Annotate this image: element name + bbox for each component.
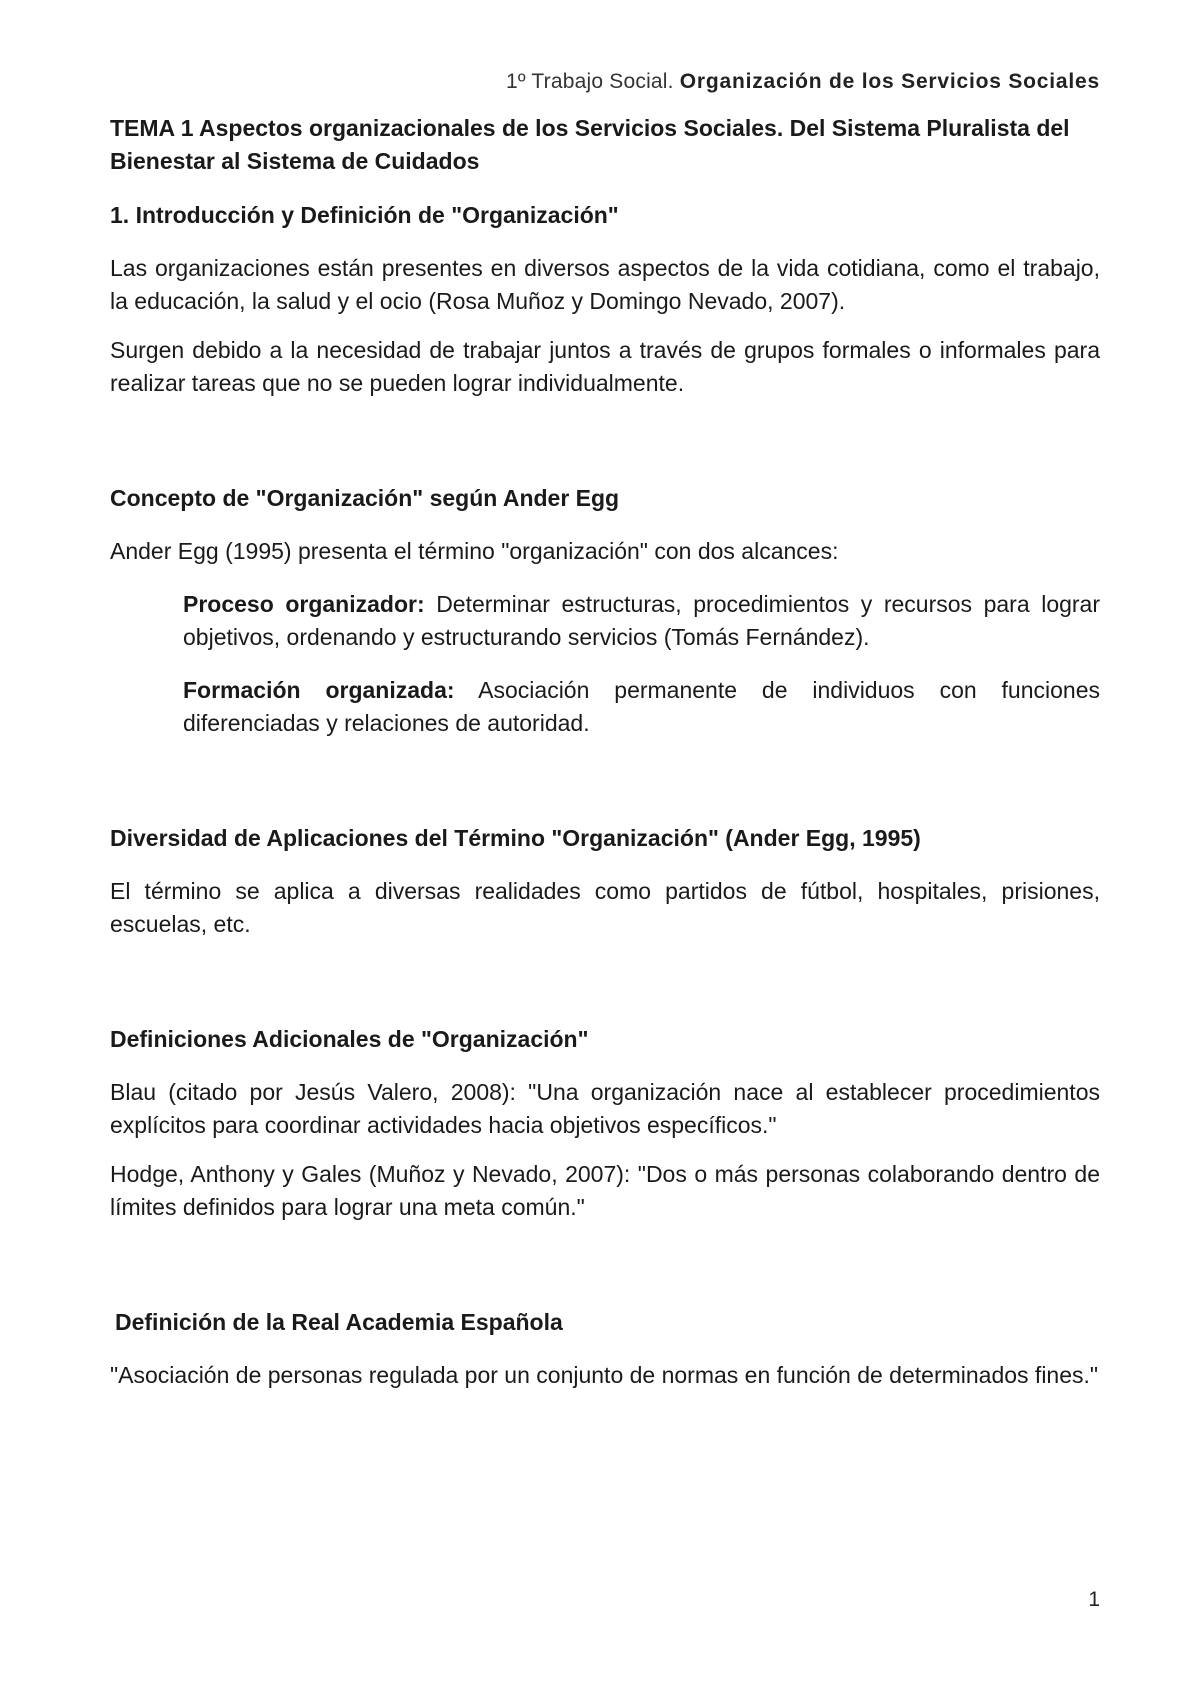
definition-term: Proceso organizador: xyxy=(183,591,425,617)
document-title: TEMA 1 Aspectos organizacionales de los Servicios Sociales. Del Sistema Pluralista del Bienestar al Sistema de Cuidados xyxy=(110,115,1070,174)
definition-item xyxy=(183,674,1100,740)
header-subject: Organización de los Servicios Sociales xyxy=(679,70,1100,93)
paragraph: Hodge, Anthony y Gales (Muñoz y Nevado, 2007): "Dos o más personas colaborando dentro de límites definidos para lograr una meta común." xyxy=(110,1161,1100,1220)
paragraph: El término se aplica a diversas realidades como partidos de fútbol, hospitales, prisiones, escuelas, etc. xyxy=(110,878,1100,937)
definition-text: Determinar estructuras, procedimientos y recursos para lograr objetivos, ordenando y estructurando servicios (Tomás Fernández). xyxy=(183,591,1101,650)
section-heading-introduction: 1. Introducción y Definición de "Organización" xyxy=(110,202,619,228)
paragraph: Blau (citado por Jesús Valero, 2008): "Una organización nace al establecer procedimientos explícitos para coordinar actividades hacia objetivos específicos." xyxy=(110,1079,1100,1138)
definition-text: Asociación permanente de individuos con funciones diferenciadas y relaciones de autoridad. xyxy=(183,677,1100,736)
document-body xyxy=(110,112,1100,1392)
section-heading-additional-definitions: Definiciones Adicionales de "Organización" xyxy=(110,1026,589,1052)
section-heading-ander-egg: Concepto de "Organización" según Ander Egg xyxy=(110,485,620,511)
paragraph: Ander Egg (1995) presenta el término "organización" con dos alcances: xyxy=(110,538,839,564)
paragraph: Las organizaciones están presentes en diversos aspectos de la vida cotidiana, como el trabajo, la educación, la salud y el ocio (Rosa Muñoz y Domingo Nevado, 2007). xyxy=(110,255,1100,314)
paragraph: "Asociación de personas regulada por un conjunto de normas en función de determinados fines." xyxy=(110,1362,1099,1388)
definition-item xyxy=(183,588,1100,654)
section-heading-rae: Definición de la Real Academia Española xyxy=(115,1309,563,1335)
header-course: 1º Trabajo Social. xyxy=(506,70,674,93)
page-number: 1 xyxy=(1088,1588,1100,1611)
page-header xyxy=(506,70,1100,94)
definition-term: Formación organizada: xyxy=(183,677,455,703)
paragraph: Surgen debido a la necesidad de trabajar juntos a través de grupos formales o informales para realizar tareas que no se pueden lograr individualmente. xyxy=(110,337,1100,396)
section-heading-diversity: Diversidad de Aplicaciones del Término "Organización" (Ander Egg, 1995) xyxy=(110,825,921,851)
